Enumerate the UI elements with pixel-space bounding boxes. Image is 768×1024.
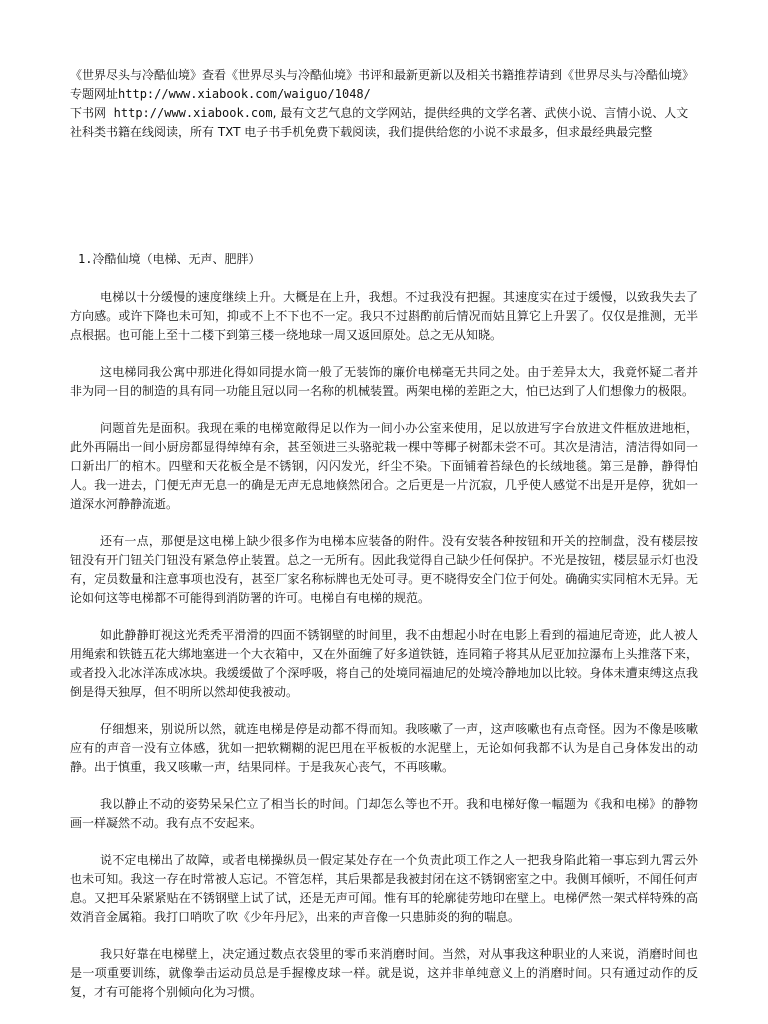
paragraph: 电梯以十分缓慢的速度继续上升。大概是在上升，我想。不过我没有把握。其速度实在过于缓慢，以致我失去了方向感。或许下降也未可知，抑或不上不下也不一定。我只不过斟酌前后情况而姑且算它上升罢了。仅仅是推测，无半点根据。也可能上至十二楼下到第三楼一绕地球一周又返回原处。总之无从知晓。 <box>70 290 698 342</box>
chapter-title-text: 冷酷仙境（电梯、无声、肥胖） <box>92 252 261 266</box>
paragraph: 还有一点，那便是这电梯上缺少很多作为电梯本应装备的附件。没有安装各种按钮和开关的控制盘，没有楼层按钮没有开门钮关门钮没有紧急停止装置。总之一无所有。因此我觉得自己缺少任何保护。不光是按钮，楼层显示灯也没有，定员数量和注意事项也没有，甚至厂家名称标牌也无处可寻。更不晓得安全门位于何处。确确实实同棺木无异。无论如何这等电梯都不可能得到消防署的许可。电梯自有电梯的规范。 <box>70 534 698 605</box>
header-line-2 <box>70 104 698 142</box>
chapter-body <box>70 288 698 1002</box>
header-site-url[interactable]: http://www.xiabook.com <box>113 106 273 120</box>
paragraph: 这电梯同我公寓中那进化得如同提水筒一般了无装饰的廉价电梯毫无共同之处。由于差异太大，我竟怀疑二者并非为同一目的制造的具有同一功能且冠以同一名称的机械装置。两架电梯的差距之大，怕已达到了人们想像力的极限。 <box>70 365 698 398</box>
header-site-description: , 最有文艺气息的文学网站，提供经典的文学名著、武侠小说、言情小说、人文社科类书籍在线阅读，所有 TXT 电子书手机免费下载阅读，我们提供给您的小说不求最多，但求最经典最完整 <box>70 106 689 139</box>
paragraph: 如此静静盯视这光秃秃平滑滑的四面不锈钢壁的时间里，我不由想起小时在电影上看到的福迪尼奇迹，此人被人用绳索和铁链五花大绑地塞进一个大衣箱中，又在外面缠了好多道铁链，连同箱子将其从尼亚加拉瀑布上头推落下来，或者投入北冰洋冻成冰块。我缓缓做了个深呼吸，将自己的处境同福迪尼的处境冷静地加以比较。身体未遭束缚这点我倒是得天独厚，但不明所以然却使我被动。 <box>70 628 698 699</box>
chapter-number: 1. <box>78 252 93 266</box>
paragraph: 我只好靠在电梯壁上，决定通过数点衣袋里的零币来消磨时间。当然，对从事我这种职业的人来说，消磨时间也是一项重要训练，就像拳击运动员总是手握橡皮球一样。就是说，这并非单纯意义上的消磨时间。只有通过动作的反复，才有可能将个别倾向化为习惯。 <box>70 947 698 999</box>
paragraph: 问题首先是面积。我现在乘的电梯宽敞得足以作为一间小办公室来使用，足以放进写字台放进文件框放进地柜，此外再隔出一间小厨房都显得绰绰有余，甚至领进三头骆驼栽一棵中等椰子树都未尝不可。其次是清洁，清洁得如同一口新出厂的棺木。四壁和天花板全是不锈钢，闪闪发光，纤尘不染。下面铺着苔绿色的长绒地毯。第三是静，静得怕人。我一进去，门便无声无息一的确是无声无息地倏然闭合。之后更是一片沉寂，几乎使人感觉不出是开是停，犹如一道深水河静静流逝。 <box>70 421 698 511</box>
header-book-url[interactable]: http://www.xiabook.com/waiguo/1048/ <box>118 87 371 101</box>
header-book-text: 《世界尽头与冷酷仙境》查看《世界尽头与冷酷仙境》书评和最新更新以及相关书籍推荐请到《世界尽头与冷酷仙境》专题网址 <box>70 68 695 101</box>
chapter-title <box>78 250 698 269</box>
paragraph: 说不定电梯出了故障，或者电梯操纵员一假定某处存在一个负责此项工作之人一把我身陷此箱一事忘到九霄云外也未可知。我这一存在时常被人忘记。不管怎样，其后果都是我被封闭在这不锈钢密室之中。我侧耳倾听，不闻任何声息。又把耳朵紧紧贴在不锈钢壁上试了试，还是无声可闻。惟有耳的轮廓徒劳地印在壁上。电梯俨然一架式样特殊的高效消音金属箱。我打口哨吹了吹《少年丹尼》，出来的声音像一只患肺炎的狗的喘息。 <box>70 853 698 924</box>
site-header <box>70 66 698 142</box>
header-line-1 <box>70 66 698 104</box>
paragraph: 仔细想来，别说所以然，就连电梯是停是动都不得而知。我咳嗽了一声，这声咳嗽也有点奇怪。因为不像是咳嗽应有的声音一没有立体感，犹如一把软糊糊的泥巴甩在平板板的水泥壁上，无论如何我都不认为是自己身体发出的动静。出于慎重，我又咳嗽一声，结果同样。于是我灰心丧气，不再咳嗽。 <box>70 722 698 774</box>
header-site-name: 下书网 <box>70 106 107 120</box>
paragraph: 我以静止不动的姿势呆呆伫立了相当长的时间。门却怎么等也不开。我和电梯好像一幅题为《我和电梯》的静物画一样凝然不动。我有点不安起来。 <box>70 797 698 830</box>
